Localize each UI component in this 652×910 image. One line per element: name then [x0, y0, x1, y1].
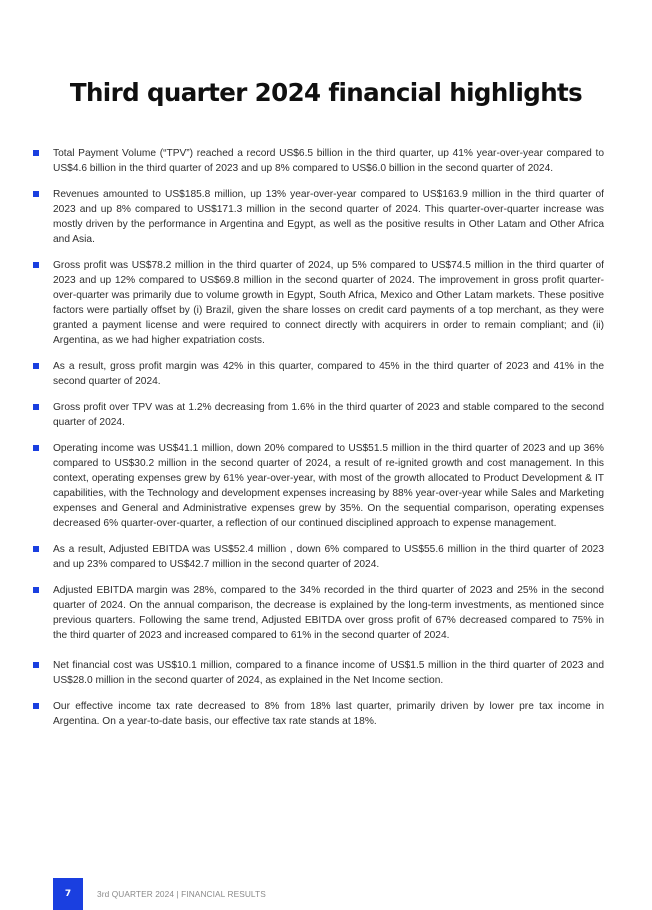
square-bullet-icon — [33, 404, 39, 410]
square-bullet-icon — [33, 262, 39, 268]
highlight-text: Gross profit over TPV was at 1.2% decreasing from 1.6% in the third quarter of 2023 and stable compared to the second quarter of 2024. — [53, 402, 604, 428]
highlight-text: Adjusted EBITDA margin was 28%, compared to the 34% recorded in the third quarter of 2023 and 25% in the second quarter of 2024. On the annual comparison, the decrease is explained by the long-term investments, as mentioned since previous quarters. Following the same trend, Adjusted EBITDA over gross profit of 67% decreased compared to 75% in the third quarter of 2023 and increased compared to 61% in the second quarter of 2024. — [53, 585, 604, 641]
highlight-item-tpv — [33, 146, 604, 176]
highlight-text: Net financial cost was US$10.1 million, compared to a finance income of US$1.5 million in the third quarter of 2023 and US$28.0 million in the second quarter of 2024, as explained in the Net Income section. — [53, 660, 604, 686]
square-bullet-icon — [33, 703, 39, 709]
highlight-item-gross-profit — [33, 258, 604, 348]
highlight-text: Total Payment Volume (“TPV”) reached a record US$6.5 billion in the third quarter, up 41% year-over-year compared to US$4.6 billion in the third quarter of 2023 and up 8% compared to US$6.0 billion in the second quarter of 2024. — [53, 148, 604, 174]
square-bullet-icon — [33, 191, 39, 197]
highlight-text: Our effective income tax rate decreased to 8% from 18% last quarter, primarily driven by lower pre tax income in Argentina. On a year-to-date basis, our effective tax rate stands at 18%. — [53, 701, 604, 727]
square-bullet-icon — [33, 587, 39, 593]
highlights-list — [33, 146, 604, 740]
page-footer — [53, 878, 266, 910]
square-bullet-icon — [33, 363, 39, 369]
highlight-text: As a result, Adjusted EBITDA was US$52.4 million , down 6% compared to US$55.6 million in the third quarter of 2023 and up 23% compared to US$42.7 million in the second quarter of 2024. — [53, 544, 604, 570]
footer-label: 3rd QUARTER 2024 | FINANCIAL RESULTS — [97, 889, 266, 899]
highlight-item-adjusted-ebitda — [33, 542, 604, 572]
square-bullet-icon — [33, 662, 39, 668]
highlight-text: Revenues amounted to US$185.8 million, up 13% year-over-year compared to US$163.9 million in the third quarter of 2023 and up 8% compared to US$171.3 million in the second quarter of 2024. This quarter-over-quarter increase was mostly driven by the performance in Argentina and Egypt, as well as the positive results in Other Latam and Other Africa and Asia. — [53, 189, 604, 245]
highlight-item-revenues — [33, 187, 604, 247]
square-bullet-icon — [33, 546, 39, 552]
highlight-text: Operating income was US$41.1 million, down 20% compared to US$51.5 million in the third quarter of 2023 and up 36% compared to US$30.2 million in the second quarter of 2024, a result of re-ignited growth and cost management. In this context, operating expenses grew by 61% year-over-year, with most of the growth allocated to Product Development & IT capabilities, with the Technology and development expenses increasing by 88% year-over-year while Sales and Marketing expenses and General and Administrative expenses grew by 35%. On the sequential comparison, operating expenses decreased 6% quarter-over-quarter, a reflection of our continued disciplined approach to expense management. — [53, 443, 604, 529]
highlight-item-gross-profit-tpv — [33, 400, 604, 430]
highlight-item-gross-margin — [33, 359, 604, 389]
page-number: 7 — [53, 878, 83, 910]
highlight-text: As a result, gross profit margin was 42% in this quarter, compared to 45% in the third quarter of 2023 and 41% in the second quarter of 2024. — [53, 361, 604, 387]
square-bullet-icon — [33, 150, 39, 156]
page-title: Third quarter 2024 financial highlights — [69, 78, 583, 107]
highlight-item-net-financial-cost — [33, 658, 604, 688]
highlight-item-ebitda-margin — [33, 583, 604, 643]
highlight-item-tax-rate — [33, 699, 604, 729]
highlight-text: Gross profit was US$78.2 million in the third quarter of 2024, up 5% compared to US$74.5 million in the third quarter of 2023 and up 12% compared to US$69.8 million in the second quarter of 2024. The improvement in gross profit quarter-over-quarter was primarily due to volume growth in Egypt, South Africa, Mexico and Other Latam markets. These positive factors were partially offset by (i) Brazil, given the share losses on credit card payments of a top merchant, as they were granted a payment license and were required to connect directly with acquirers in order to remain compliant; and (ii) Argentina, as we had higher expatriation costs. — [53, 260, 604, 346]
square-bullet-icon — [33, 445, 39, 451]
highlight-item-operating-income — [33, 441, 604, 531]
